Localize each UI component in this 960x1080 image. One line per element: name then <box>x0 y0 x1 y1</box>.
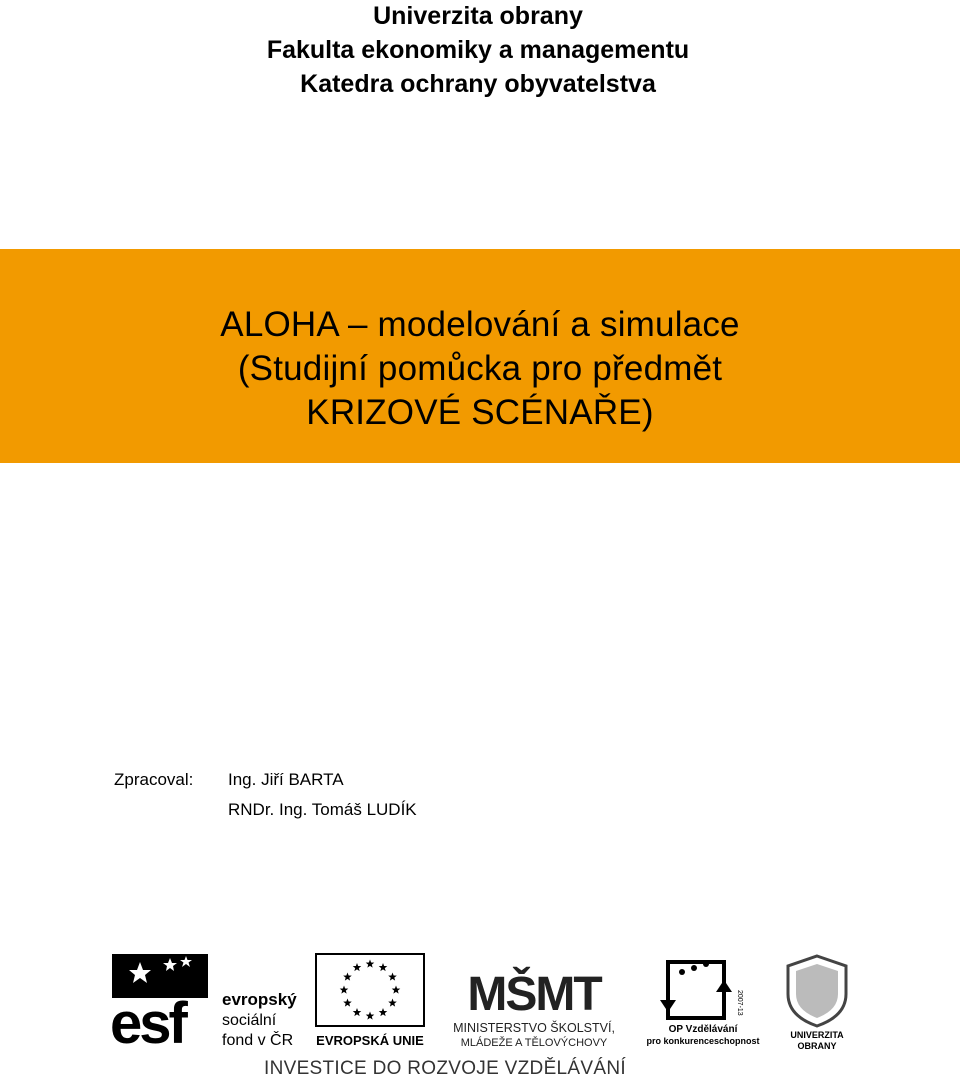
op-line-2: pro konkurenceschopnost <box>646 1036 760 1046</box>
op-square <box>668 962 724 1018</box>
msmt-line-2: MLÁDEŽE A TĚLOVÝCHOVY <box>460 1037 608 1049</box>
document-header <box>0 0 960 101</box>
unob-logo <box>776 950 858 1054</box>
unob-line-2: OBRANY <box>797 1041 837 1051</box>
arrow-up-icon <box>716 980 732 992</box>
dot-icon <box>691 965 697 971</box>
dot-icon <box>703 961 709 967</box>
esf-line-1: evropský <box>222 990 297 1009</box>
university-name: Univerzita obrany <box>373 2 583 30</box>
msmt-line-1: MINISTERSTVO ŠKOLSTVÍ, <box>453 1021 615 1035</box>
title-line-2: (Studijní pomůcka pro předmět <box>237 349 723 388</box>
author-name: Ing. Jiří BARTA <box>228 770 344 789</box>
esf-line-2: sociální <box>222 1012 277 1029</box>
project-caption: INVESTICE DO ROZVOJE VZDĚLÁVÁNÍ <box>264 1058 626 1079</box>
unob-line-1: UNIVERZITA <box>790 1030 844 1040</box>
op-line-1: OP Vzdělávání <box>668 1024 738 1035</box>
arrow-down-icon <box>660 1000 676 1012</box>
msmt-mark: MŠMT <box>467 968 601 1021</box>
op-vzdelavani-logo <box>638 950 768 1054</box>
document-title <box>0 303 960 435</box>
title-banner <box>0 249 960 463</box>
dot-icon <box>679 969 685 975</box>
esf-mark: esf <box>110 991 185 1050</box>
authors-label: Zpracoval: <box>114 770 194 789</box>
department-name: Katedra ochrany obyvatelstva <box>300 70 656 98</box>
faculty-name: Fakulta ekonomiky a managementu <box>266 36 690 64</box>
esf-line-3: fond v ČR <box>222 1032 294 1049</box>
title-line-3: KRIZOVÉ SCÉNAŘE) <box>306 393 654 432</box>
op-period: 2007-13 <box>736 990 743 1016</box>
title-line-1: ALOHA – modelování a simulace <box>220 305 740 344</box>
eu-logo <box>314 952 428 1052</box>
author-name: RNDr. Ing. Tomáš LUDÍK <box>228 800 417 819</box>
eu-label: EVROPSKÁ UNIE <box>316 1033 424 1048</box>
msmt-logo <box>434 950 634 1054</box>
esf-logo <box>108 950 308 1050</box>
